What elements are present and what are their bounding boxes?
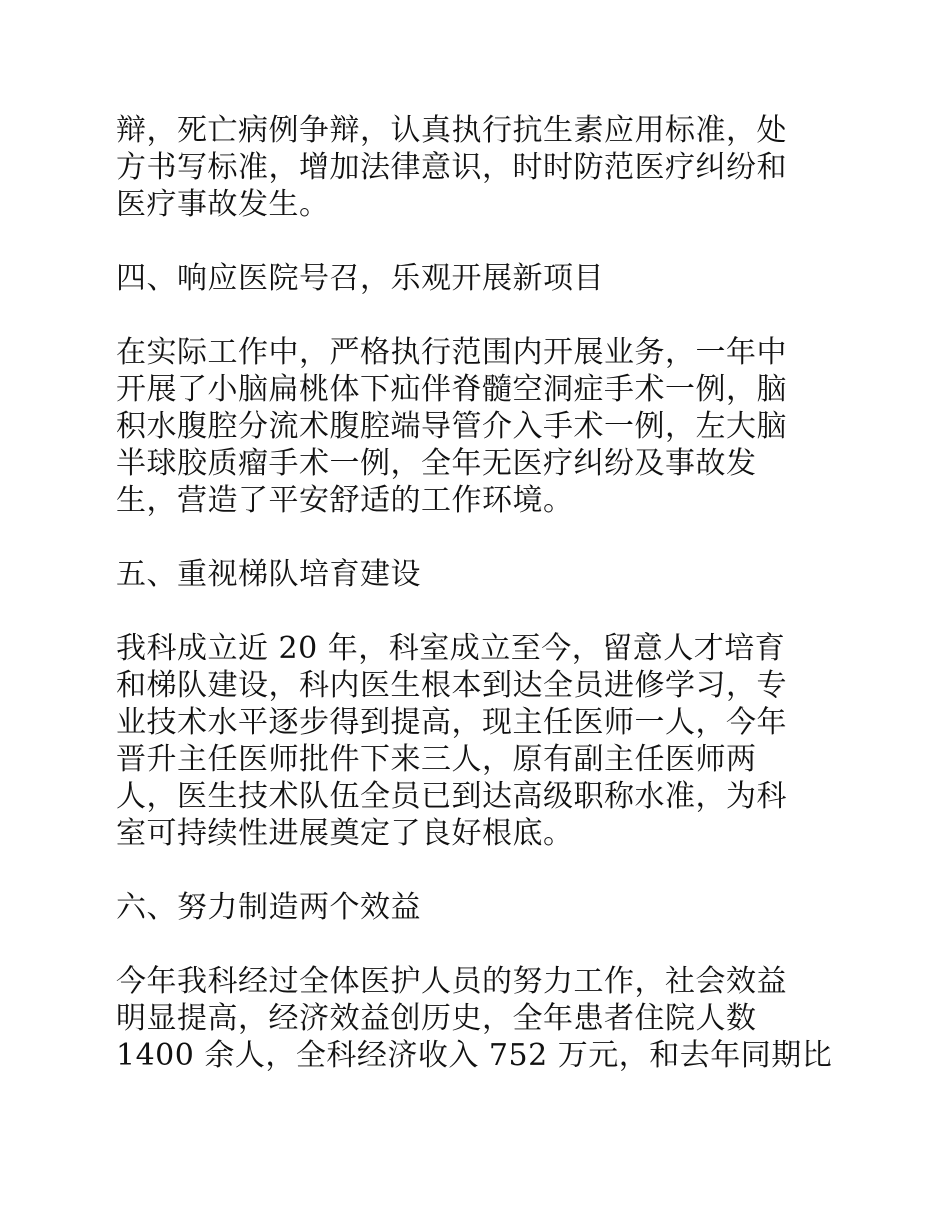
text-line: 1400 余人，全科经济收入 752 万元，和去年同期比 xyxy=(116,1038,833,1073)
section-heading-6 xyxy=(116,889,832,926)
text-line: 辩，死亡病例争辩，认真执行抗生素应用标准，处 xyxy=(116,113,787,148)
text-line: 晋升主任医师批件下来三人，原有副主任医师两 xyxy=(116,742,757,777)
heading-text: 六、努力制造两个效益 xyxy=(116,890,421,925)
section-heading-5 xyxy=(116,556,832,593)
heading-text: 五、重视梯队培育建设 xyxy=(116,557,421,592)
text-line: 积水腹腔分流术腹腔端导管介入手术一例，左大脑 xyxy=(116,409,787,444)
paragraph-new-projects xyxy=(116,334,832,519)
text-line: 和梯队建设，科内医生根本到达全员进修学习，专 xyxy=(116,668,787,703)
paragraph-two-benefits xyxy=(116,963,832,1074)
text-line: 业技术水平逐步得到提高，现主任医师一人，今年 xyxy=(116,705,787,740)
text-line: 开展了小脑扁桃体下疝伴脊髓空洞症手术一例，脑 xyxy=(116,372,787,407)
paragraph-team-building xyxy=(116,630,832,852)
text-line: 今年我科经过全体医护人员的努力工作，社会效益 xyxy=(116,964,787,999)
section-heading-4 xyxy=(116,260,832,297)
heading-text: 四、响应医院号召，乐观开展新项目 xyxy=(116,261,604,296)
text-line: 室可持续性进展奠定了良好根底。 xyxy=(116,816,574,851)
text-line: 在实际工作中，严格执行范围内开展业务，一年中 xyxy=(116,335,787,370)
paragraph-dispute-handling xyxy=(116,112,832,223)
text-line: 明显提高，经济效益创历史，全年患者住院人数 xyxy=(116,1001,757,1036)
text-line: 生，营造了平安舒适的工作环境。 xyxy=(116,483,574,518)
text-line: 人，医生技术队伍全员已到达高级职称水准，为科 xyxy=(116,779,787,814)
text-line: 半球胶质瘤手术一例，全年无医疗纠纷及事故发 xyxy=(116,446,757,481)
text-line: 医疗事故发生。 xyxy=(116,187,330,222)
text-line: 我科成立近 20 年，科室成立至今，留意人才培育 xyxy=(116,631,786,666)
document-page xyxy=(116,112,832,1074)
text-line: 方书写标准，增加法律意识，时时防范医疗纠纷和 xyxy=(116,150,787,185)
